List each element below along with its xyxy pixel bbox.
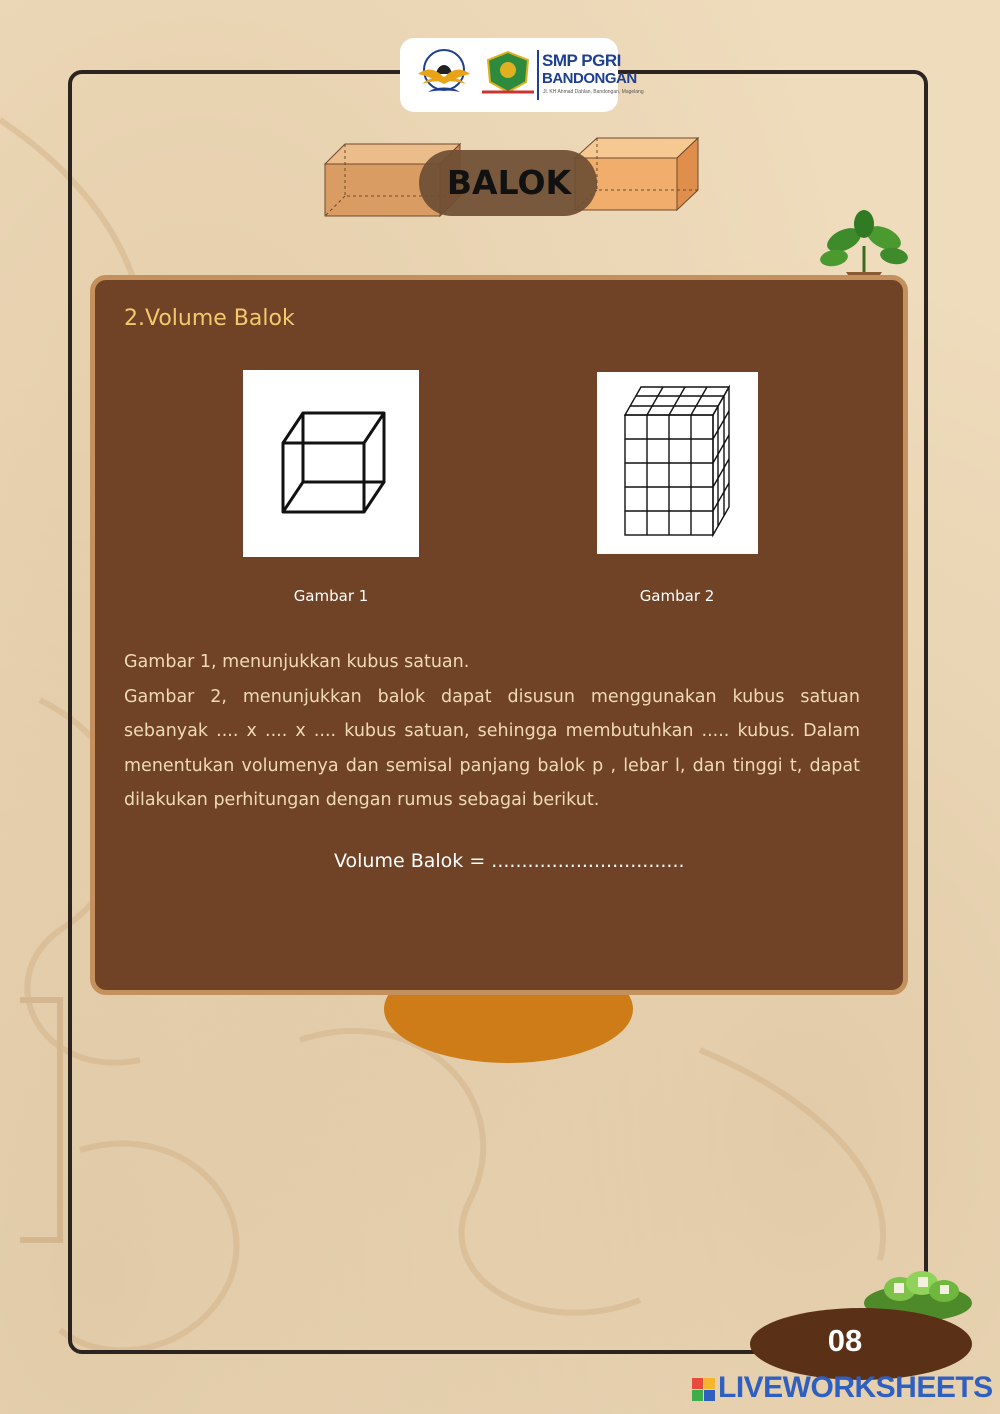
volume-formula-blank[interactable]: Volume Balok = ................................ bbox=[334, 850, 685, 872]
logo-divider bbox=[537, 50, 539, 100]
explanation-line-2: Gambar 2, menunjukkan balok dapat disusun menggunakan kubus satuan sebanyak .... x .... x .... kubus satuan, sehingga membutuhkan ..... kubus. Dalam menentukan volumenya dan semisal panjang balok p , lebar l, dan tinggi t, dapat dilakukan perhitungan dengan rumus sebagai berikut. bbox=[124, 686, 860, 810]
explanation-line-1: Gambar 1, menunjukkan kubus satuan. bbox=[124, 652, 470, 672]
figure-cuboid-grid bbox=[597, 372, 758, 554]
page-title: BALOK bbox=[446, 163, 572, 202]
pgri-logo bbox=[480, 48, 536, 98]
unit-cube-drawing bbox=[243, 370, 419, 557]
plant-icon bbox=[820, 210, 910, 278]
page-number: 08 bbox=[827, 1323, 863, 1358]
figure-2-caption: Gambar 2 bbox=[639, 587, 715, 605]
section-title: 2.Volume Balok bbox=[124, 306, 295, 331]
school-name-line2: BANDONGAN bbox=[542, 70, 637, 87]
explanation-text bbox=[124, 645, 860, 818]
liveworksheets-brand[interactable]: LIVEWORKSHEETS bbox=[718, 1371, 993, 1404]
liveworksheets-logo-icon bbox=[692, 1378, 716, 1402]
cuboid-grid-drawing bbox=[597, 372, 758, 554]
university-logo bbox=[414, 44, 474, 106]
content-panel bbox=[90, 275, 908, 995]
figure-1-caption: Gambar 1 bbox=[293, 587, 369, 605]
school-name-line1: SMP PGRI bbox=[542, 51, 621, 70]
figure-unit-cube bbox=[243, 370, 419, 557]
school-tagline: Jl. KH Ahmad Dahlan, Bandongan, Magelang bbox=[543, 89, 644, 95]
